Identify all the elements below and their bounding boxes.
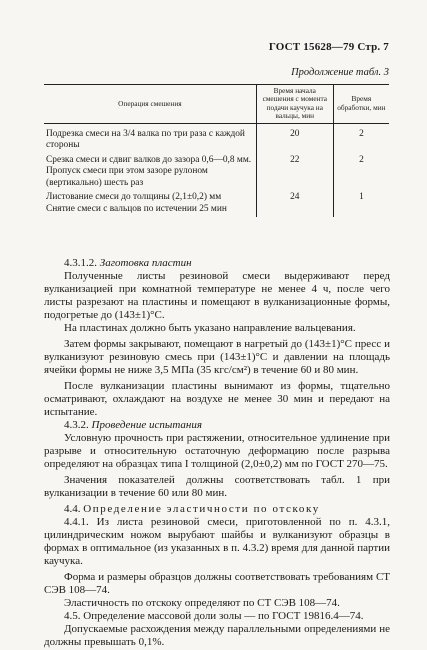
paragraph: Условную прочность при растяжении, относительное удлинение при разрыве и относительную остаточную деформацию после разрыва определяют на образцах типа I толщиной (2,0±0,2) мм по ГОСТ 270—75.	[44, 432, 390, 470]
paragraph: 4.5. Определение массовой доли золы — по ГОСТ 19816.4—74.	[64, 610, 364, 622]
table-row	[44, 204, 389, 218]
paragraph: Значения показателей должны соответствовать табл. 1 при вулканизации в течение 60 или 80 мин.	[44, 474, 390, 499]
cell-start-time: 20	[256, 123, 333, 152]
section-number: 4.4.	[64, 503, 81, 515]
section-number: 4.3.1.2.	[64, 257, 97, 269]
mixing-table	[44, 84, 389, 217]
cell-start-time: 24	[256, 189, 333, 204]
table-header-row	[44, 85, 389, 124]
cell-duration: 1	[333, 189, 389, 204]
paragraph: Форма и размеры образцов должны соответствовать требованиям СТ СЭВ 108—74.	[44, 571, 390, 596]
cell-operation: Снятие смеси с вальцов по истечении 25 мин	[46, 203, 227, 214]
paragraph: Полученные листы резиновой смеси выдерживают перед вулканизацией при комнатной температуре не менее 4 ч, после чего листы разрезают на пластины и помещают в вулканизационные формы, подогретые до (143±1)°C.	[44, 270, 390, 321]
paragraph: 4.4.1. Из листа резиновой смеси, приготовленной по п. 4.3.1, цилиндрическим ножом вырубают шайбы и вулканизуют образцы в формах в оптимальное (из указанных в п. 4.3.2) время для данной партии каучука.	[44, 516, 390, 567]
cell-start-time: 22	[256, 152, 333, 190]
section-number: 4.3.2.	[64, 419, 89, 431]
cell-operation: Срезка смеси и сдвиг валков до зазора 0,6—0,8 мм. Пропуск смеси при этом зазоре рулоном (вертикально) шесть раз	[46, 154, 252, 188]
paragraph: Допускаемые расхождения между параллельными определениями не должны превышать 0,1%.	[44, 623, 390, 648]
section-title: Определение эластичности по отскоку	[83, 503, 320, 515]
cell-operation: Подрезка смеси на 3/4 валка по три раза с каждой стороны	[46, 128, 245, 151]
paragraph: После вулканизации пластины вынимают из формы, тщательно осматривают, охлаждают на воздухе не менее 30 мин и передают на испытание.	[44, 380, 390, 418]
section-title: Проведение испытания	[91, 419, 202, 431]
cell-duration: 2	[333, 123, 389, 152]
cell-duration	[333, 204, 389, 218]
cell-duration: 2	[333, 152, 389, 190]
table-row	[44, 189, 389, 204]
body-text	[44, 257, 390, 649]
col-header-operation: Операция смешения	[44, 85, 256, 124]
cell-start-time	[256, 204, 333, 218]
table-row	[44, 123, 389, 152]
col-header-start-time: Время начала смешения с момента подачи каучука на вальцы, мин	[256, 85, 333, 124]
running-header: ГОСТ 15628—79 Стр. 7	[268, 41, 389, 53]
paragraph: Эластичность по отскоку определяют по СТ СЭВ 108—74.	[64, 597, 340, 609]
cell-operation: Листование смеси до толщины (2,1±0,2) мм	[46, 192, 222, 203]
section-heading-testing	[44, 419, 390, 432]
table-caption: Продолжение табл. 3	[291, 67, 389, 78]
section-title: Заготовка пластин	[99, 257, 192, 269]
table-row	[44, 152, 389, 190]
section-heading-plates	[44, 257, 390, 270]
paragraph: На пластинах должно быть указано направление вальцевания.	[64, 322, 356, 334]
paragraph: Затем формы закрывают, помещают в нагретый до (143±1)°C пресс и вулканизуют резиновую смесь при (143±1)°C и давлении на площадь ячейки формы не ниже 3,5 МПа (35 кгс/см²) в течение 60 и 80 мин.	[44, 338, 390, 376]
section-heading-elasticity	[44, 503, 390, 516]
col-header-duration: Время обработки, мин	[333, 85, 389, 124]
